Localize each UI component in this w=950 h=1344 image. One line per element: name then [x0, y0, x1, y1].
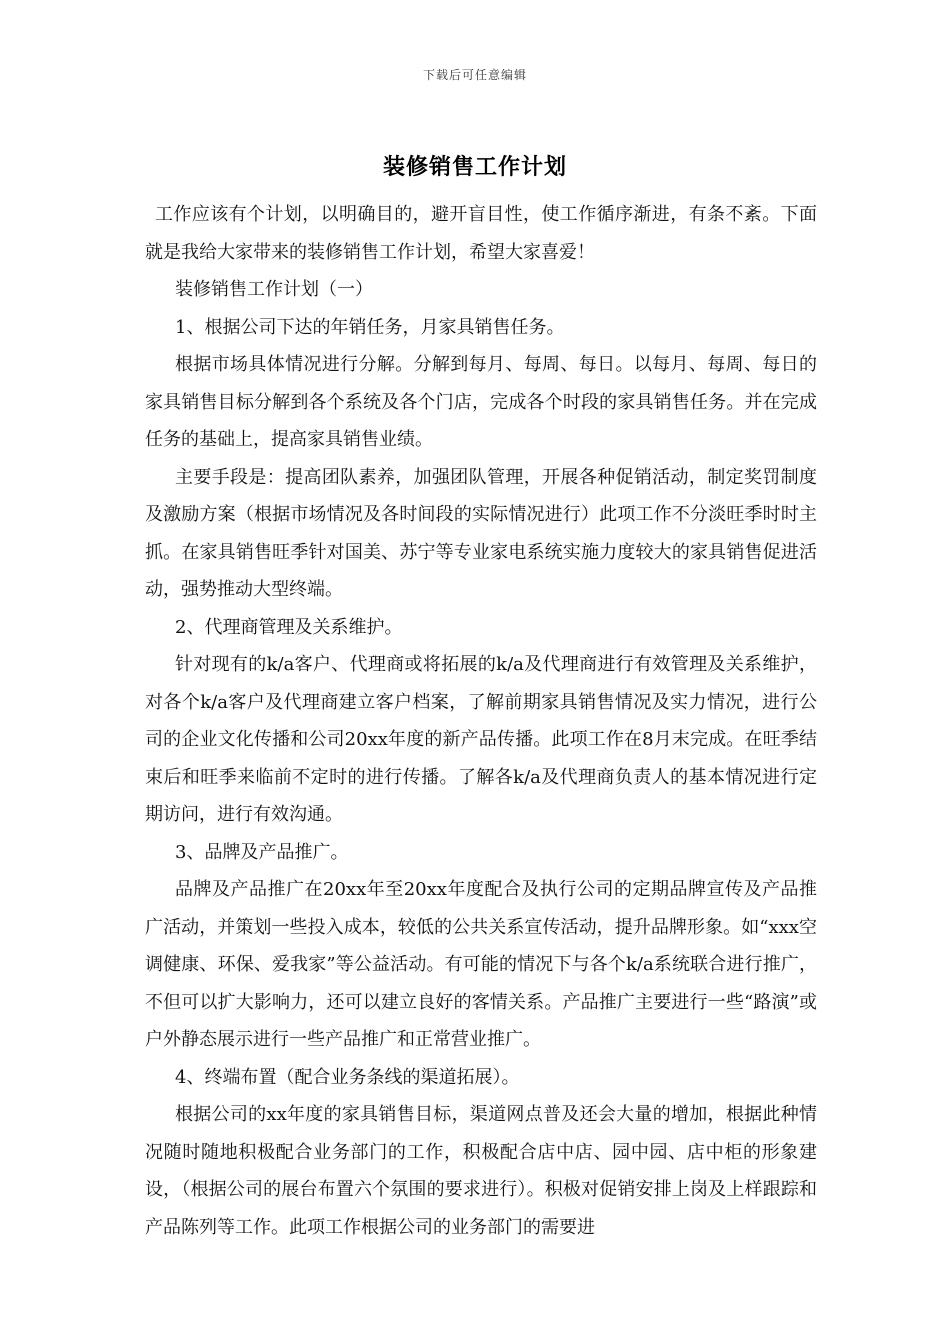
paragraph-1a: 根据市场具体情况进行分解。分解到每月、每周、每日。以每月、每周、每日的家具销售目标分解到各个系统及各个门店，完成各个时段的家具销售任务。并在完成任务的基础上，提高家具销售业绩。	[145, 354, 817, 450]
document-body	[145, 196, 817, 1246]
paragraph-3: 品牌及产品推广在20xx年至20xx年度配合及执行公司的定期品牌宣传及产品推广活动，并策划一些投入成本，较低的公共关系宣传活动，提升品牌形象。如“xxx空调健康、环保、爱我家”等公益活动。有可能的情况下与各个k/a系统联合进行推广，不但可以扩大影响力，还可以建立良好的客情关系。产品推广主要进行一些“路演”或户外静态展示进行一些产品推广和正常营业推广。	[145, 879, 817, 1050]
plan-subtitle: 装修销售工作计划（一）	[175, 279, 373, 300]
intro-paragraph: 工作应该有个计划，以明确目的，避开盲目性，使工作循序渐进，有条不紊。下面就是我给大家带来的装修销售工作计划，希望大家喜爱！	[145, 204, 817, 263]
section-heading-4: 4、终端布置（配合业务条线的渠道拓展）。	[175, 1066, 520, 1088]
paragraph-2: 针对现有的k/a客户、代理商或将拓展的k/a及代理商进行有效管理及关系维护，对各个k/a客户及代理商建立客户档案，了解前期家具销售情况及实力情况，进行公司的企业文化传播和公司20xx年度的新产品传播。此项工作在8月末完成。在旺季结束后和旺季来临前不定时的进行传播。了解各k/a及代理商负责人的基本情况进行定期访问，进行有效沟通。	[145, 654, 817, 825]
section-heading-1: 1、根据公司下达的年销任务，月家具销售任务。	[175, 316, 565, 338]
header-note: 下载后可任意编辑	[422, 68, 527, 82]
document-title: 装修销售工作计划	[382, 154, 567, 180]
paragraph-4: 根据公司的xx年度的家具销售目标，渠道网点普及还会大量的增加，根据此种情况随时随地积极配合业务部门的工作，积极配合店中店、园中园、店中柜的形象建设，（根据公司的展台布置六个氛围的要求进行）。积极对促销安排上岗及上样跟踪和产品陈列等工作。此项工作根据公司的业务部门的需要进	[145, 1104, 817, 1238]
paragraph-1b: 主要手段是：提高团队素养，加强团队管理，开展各种促销活动，制定奖罚制度及激励方案（根据市场情况及各时间段的实际情况进行）此项工作不分淡旺季时时主抓。在家具销售旺季针对国美、苏宁等专业家电系统实施力度较大的家具销售促进活动，强势推动大型终端。	[145, 466, 817, 600]
section-heading-2: 2、代理商管理及关系维护。	[175, 616, 403, 638]
section-heading-3: 3、品牌及产品推广。	[175, 841, 349, 863]
